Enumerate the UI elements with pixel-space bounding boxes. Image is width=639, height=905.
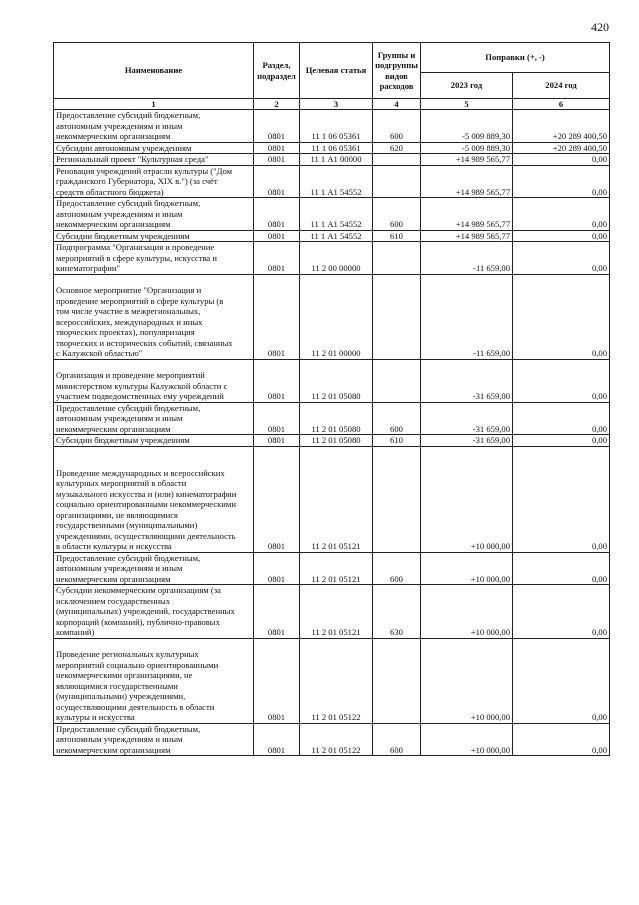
cell-y2023: -5 009 889,30 [421, 110, 513, 143]
cell-group: 620 [373, 142, 421, 154]
cell-name: Региональный проект "Культурная среда" [54, 154, 254, 166]
cell-name: Основное мероприятие "Организация и проведение мероприятий в сфере культуры (в том числе участие в межрегиональных, всероссийских, международных и иных творческих проектах), популяризация творческих и исторических событий, связанных с Калужской областью" [54, 274, 254, 359]
cell-y2024: 0,00 [513, 638, 610, 723]
cell-section: 0801 [254, 585, 300, 639]
cell-y2023: +14 989 565,77 [421, 165, 513, 198]
cell-y2023: +14 989 565,77 [421, 198, 513, 231]
table-row [54, 435, 610, 447]
table-row [54, 142, 610, 154]
table-row [54, 110, 610, 143]
cell-y2023: +10 000,00 [421, 446, 513, 552]
cell-y2024: 0,00 [513, 165, 610, 198]
col-number: 1 [54, 99, 254, 110]
header-name: Наименование [54, 43, 254, 99]
cell-group [373, 359, 421, 402]
cell-name: Субсидии бюджетным учреждениям [54, 230, 254, 242]
cell-section: 0801 [254, 242, 300, 275]
table-row [54, 723, 610, 756]
cell-section: 0801 [254, 402, 300, 435]
cell-y2023: +14 989 565,77 [421, 154, 513, 166]
cell-y2023: +10 000,00 [421, 723, 513, 756]
cell-group [373, 446, 421, 552]
cell-section: 0801 [254, 198, 300, 231]
col-number: 4 [373, 99, 421, 110]
cell-group: 610 [373, 435, 421, 447]
cell-group: 610 [373, 230, 421, 242]
cell-section: 0801 [254, 446, 300, 552]
cell-name: Предоставление субсидий бюджетным, автономным учреждениям и иным некоммерческим организациям [54, 110, 254, 143]
table-row [54, 402, 610, 435]
cell-y2023: -31 659,00 [421, 402, 513, 435]
cell-y2023: -5 009 889,30 [421, 142, 513, 154]
col-number: 6 [513, 99, 610, 110]
cell-target: 11 1 А1 00000 [300, 154, 373, 166]
cell-target: 11 1 06 05361 [300, 142, 373, 154]
cell-target: 11 2 01 05121 [300, 585, 373, 639]
cell-target: 11 2 01 05122 [300, 638, 373, 723]
cell-y2024: 0,00 [513, 402, 610, 435]
header-2024: 2024 год [513, 73, 610, 99]
cell-group: 600 [373, 198, 421, 231]
cell-group: 600 [373, 110, 421, 143]
cell-name: Проведение региональных культурных мероприятий социально ориентированными некоммерческими организациями, не являющимися государственными (муниципальными) учреждениями, осуществляющими деятельность в области культуры и искусства [54, 638, 254, 723]
cell-group: 600 [373, 723, 421, 756]
cell-y2024: +20 289 400,50 [513, 142, 610, 154]
cell-group [373, 242, 421, 275]
cell-group: 600 [373, 552, 421, 585]
table-row [54, 165, 610, 198]
table-row [54, 638, 610, 723]
cell-y2023: -31 659,00 [421, 359, 513, 402]
cell-group [373, 274, 421, 359]
cell-y2023: +10 000,00 [421, 638, 513, 723]
cell-y2023: -31 659,00 [421, 435, 513, 447]
cell-section: 0801 [254, 110, 300, 143]
cell-y2024: 0,00 [513, 198, 610, 231]
cell-group [373, 165, 421, 198]
cell-y2023: -11 659,00 [421, 274, 513, 359]
column-number-row [54, 99, 610, 110]
cell-target: 11 2 01 00000 [300, 274, 373, 359]
table-row [54, 552, 610, 585]
cell-target: 11 1 А1 54552 [300, 165, 373, 198]
cell-name: Организация и проведение мероприятий министерством культуры Калужской области с участием подведомственных ему учреждений [54, 359, 254, 402]
cell-y2024: 0,00 [513, 446, 610, 552]
cell-y2024: 0,00 [513, 435, 610, 447]
cell-name: Предоставление субсидий бюджетным, автономным учреждениям и иным некоммерческим организациям [54, 198, 254, 231]
cell-y2024: 0,00 [513, 552, 610, 585]
cell-name: Предоставление субсидий бюджетным, автономным учреждениям и иным некоммерческим организациям [54, 402, 254, 435]
cell-section: 0801 [254, 165, 300, 198]
header-target: Целевая статья [300, 43, 373, 99]
cell-target: 11 2 01 05122 [300, 723, 373, 756]
col-number: 2 [254, 99, 300, 110]
budget-amendments-table [53, 42, 610, 756]
cell-section: 0801 [254, 638, 300, 723]
cell-section: 0801 [254, 435, 300, 447]
header-2023: 2023 год [421, 73, 513, 99]
header-group: Группы и подгруппы видов расходов [373, 43, 421, 99]
cell-group [373, 638, 421, 723]
cell-group: 600 [373, 402, 421, 435]
cell-y2024: 0,00 [513, 154, 610, 166]
cell-y2023: +10 000,00 [421, 585, 513, 639]
cell-target: 11 1 А1 54552 [300, 230, 373, 242]
cell-y2024: 0,00 [513, 359, 610, 402]
cell-section: 0801 [254, 359, 300, 402]
cell-section: 0801 [254, 230, 300, 242]
table-body [54, 110, 610, 756]
cell-y2023: +14 989 565,77 [421, 230, 513, 242]
table-row [54, 242, 610, 275]
table-row [54, 154, 610, 166]
cell-target: 11 2 01 05121 [300, 446, 373, 552]
cell-group: 630 [373, 585, 421, 639]
cell-target: 11 2 01 05080 [300, 435, 373, 447]
cell-section: 0801 [254, 142, 300, 154]
cell-target: 11 2 01 05080 [300, 359, 373, 402]
col-number: 5 [421, 99, 513, 110]
cell-target: 11 1 А1 54552 [300, 198, 373, 231]
table-row [54, 274, 610, 359]
cell-y2024: 0,00 [513, 723, 610, 756]
table-row [54, 585, 610, 639]
cell-name: Подпрограмма "Организация и проведение мероприятий в сфере культуры, искусства и кинематографии" [54, 242, 254, 275]
table-row [54, 198, 610, 231]
cell-section: 0801 [254, 723, 300, 756]
cell-y2024: 0,00 [513, 274, 610, 359]
cell-name: Субсидии бюджетным учреждениям [54, 435, 254, 447]
cell-target: 11 2 01 05121 [300, 552, 373, 585]
cell-y2023: -11 659,00 [421, 242, 513, 275]
header-section: Раздел, подраздел [254, 43, 300, 99]
cell-y2024: 0,00 [513, 585, 610, 639]
cell-section: 0801 [254, 552, 300, 585]
cell-name: Предоставление субсидий бюджетным, автономным учреждениям и иным некоммерческим организациям [54, 723, 254, 756]
col-number: 3 [300, 99, 373, 110]
cell-target: 11 2 00 00000 [300, 242, 373, 275]
cell-name: Субсидии некоммерческим организациям (за исключением государственных (муниципальных) учреждений, государственных корпораций (компаний), публично-правовых компаний) [54, 585, 254, 639]
table-row [54, 359, 610, 402]
cell-name: Субсидии автономным учреждениям [54, 142, 254, 154]
cell-name: Предоставление субсидий бюджетным, автономным учреждениям и иным некоммерческим организациям [54, 552, 254, 585]
header-amendments: Поправки (+, -) [421, 43, 610, 73]
table-row [54, 230, 610, 242]
cell-y2023: +10 000,00 [421, 552, 513, 585]
table-row [54, 446, 610, 552]
cell-name: Проведение международных и всероссийских культурных мероприятий в области музыкального искусства и (или) кинематографии социально ориентированными некоммерческими организациями, не являющимися государственными (муниципальными) учреждениями, осуществляющими деятельность в области культуры и искусства [54, 446, 254, 552]
cell-target: 11 1 06 05361 [300, 110, 373, 143]
cell-group [373, 154, 421, 166]
cell-section: 0801 [254, 274, 300, 359]
cell-y2024: 0,00 [513, 242, 610, 275]
cell-y2024: 0,00 [513, 230, 610, 242]
cell-name: Реновация учреждений отрасли культуры ("Дом гражданского Губернатора, XIX в.") (за счёт средств областного бюджета) [54, 165, 254, 198]
page-number: 420 [591, 20, 609, 34]
cell-target: 11 2 01 05080 [300, 402, 373, 435]
cell-y2024: +20 289 400,50 [513, 110, 610, 143]
cell-section: 0801 [254, 154, 300, 166]
